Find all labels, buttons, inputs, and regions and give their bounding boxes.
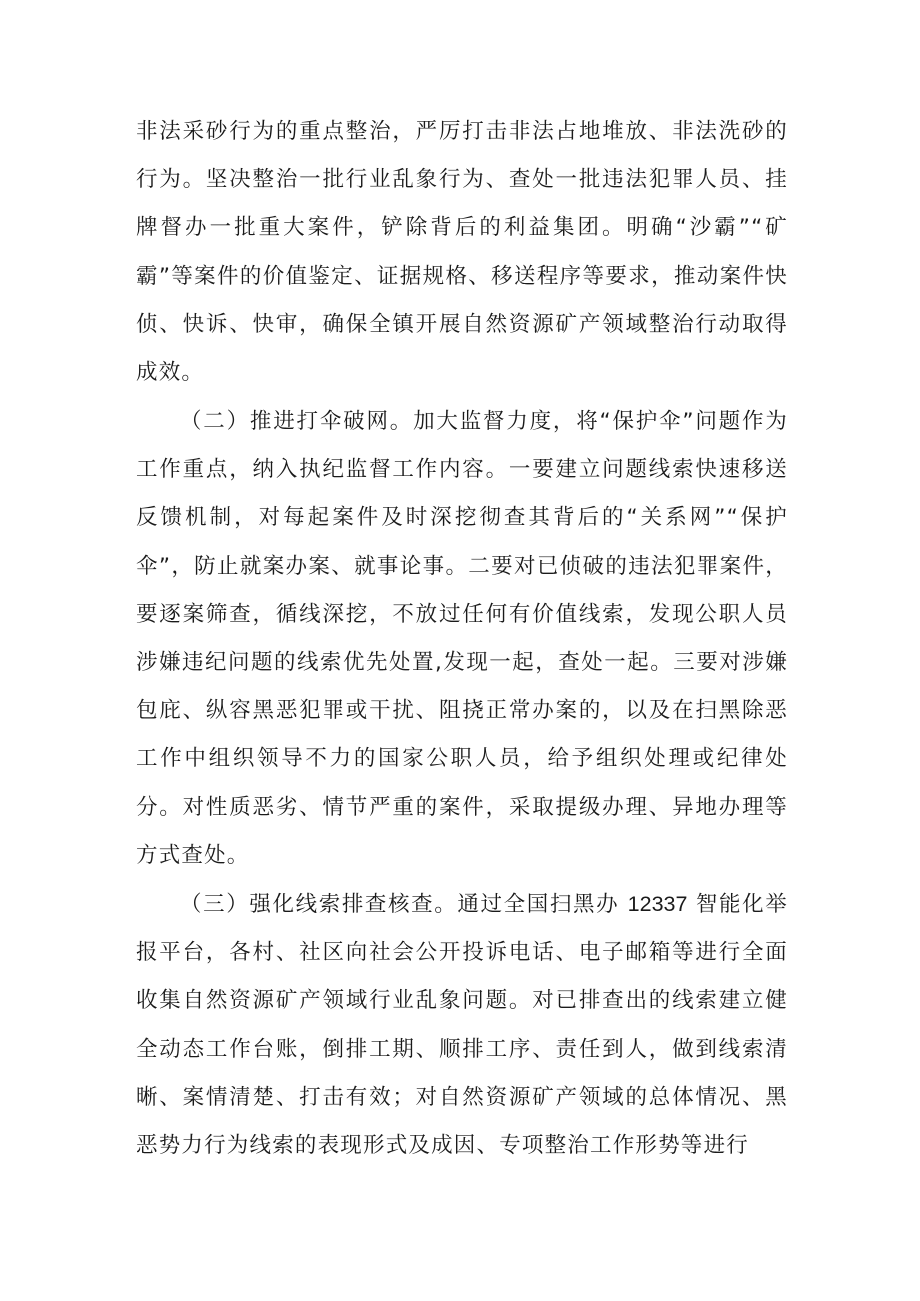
hotline-number: 12337 <box>627 892 688 916</box>
paragraph-protective-umbrella: （二）推进打伞破网。加大监督力度，将“保护伞”问题作为工作重点，纳入执纪监督工作内容。一要建立问题线索快速移送反馈机制，对每起案件及时深挖彻查其背后的“关系网”“保护伞”，防止就案办案、就事论事。二要对已侦破的违法犯罪案件，要逐案筛查，循线深挖，不放过任何有价值线索，发现公职人员涉嫌违纪问题的线索优先处置,发现一起，查处一起。三要对涉嫌包庇、纵容黑恶犯罪或干扰、阻挠正常办案的，以及在扫黑除恶工作中组织领导不力的国家公职人员，给予组织处理或纪律处分。对性质恶劣、情节严重的案件，采取提级办理、异地办理等方式查处。 <box>136 409 788 868</box>
paragraph-text-before-hotline: （三）强化线索排查核查。通过全国扫黑办 <box>180 892 620 917</box>
paragraph-clue-investigation <box>136 880 788 1170</box>
paragraph-sand-mining-rectification: 非法采砂行为的重点整治，严厉打击非法占地堆放、非法洗砂的行为。坚决整治一批行业乱象行为、查处一批违法犯罪人员、挂牌督办一批重大案件，铲除背后的利益集团。明确“沙霸”“矿霸”等案件的价值鉴定、证据规格、移送程序等要求，推动案件快侦、快诉、快审，确保全镇开展自然资源矿产领域整治行动取得成效。 <box>136 119 788 386</box>
paragraph-text-after-hotline: 智能化举报平台，各村、社区向社会公开投诉电话、电子邮箱等进行全面收集自然资源矿产领域行业乱象问题。对已排查出的线索建立健全动态工作台账，倒排工期、顺排工序、责任到人，做到线索清晰、案情清楚、打击有效；对自然资源矿产领域的总体情况、黑恶势力行为线索的表现形式及成因、专项整治工作形势等进行 <box>136 892 788 1159</box>
